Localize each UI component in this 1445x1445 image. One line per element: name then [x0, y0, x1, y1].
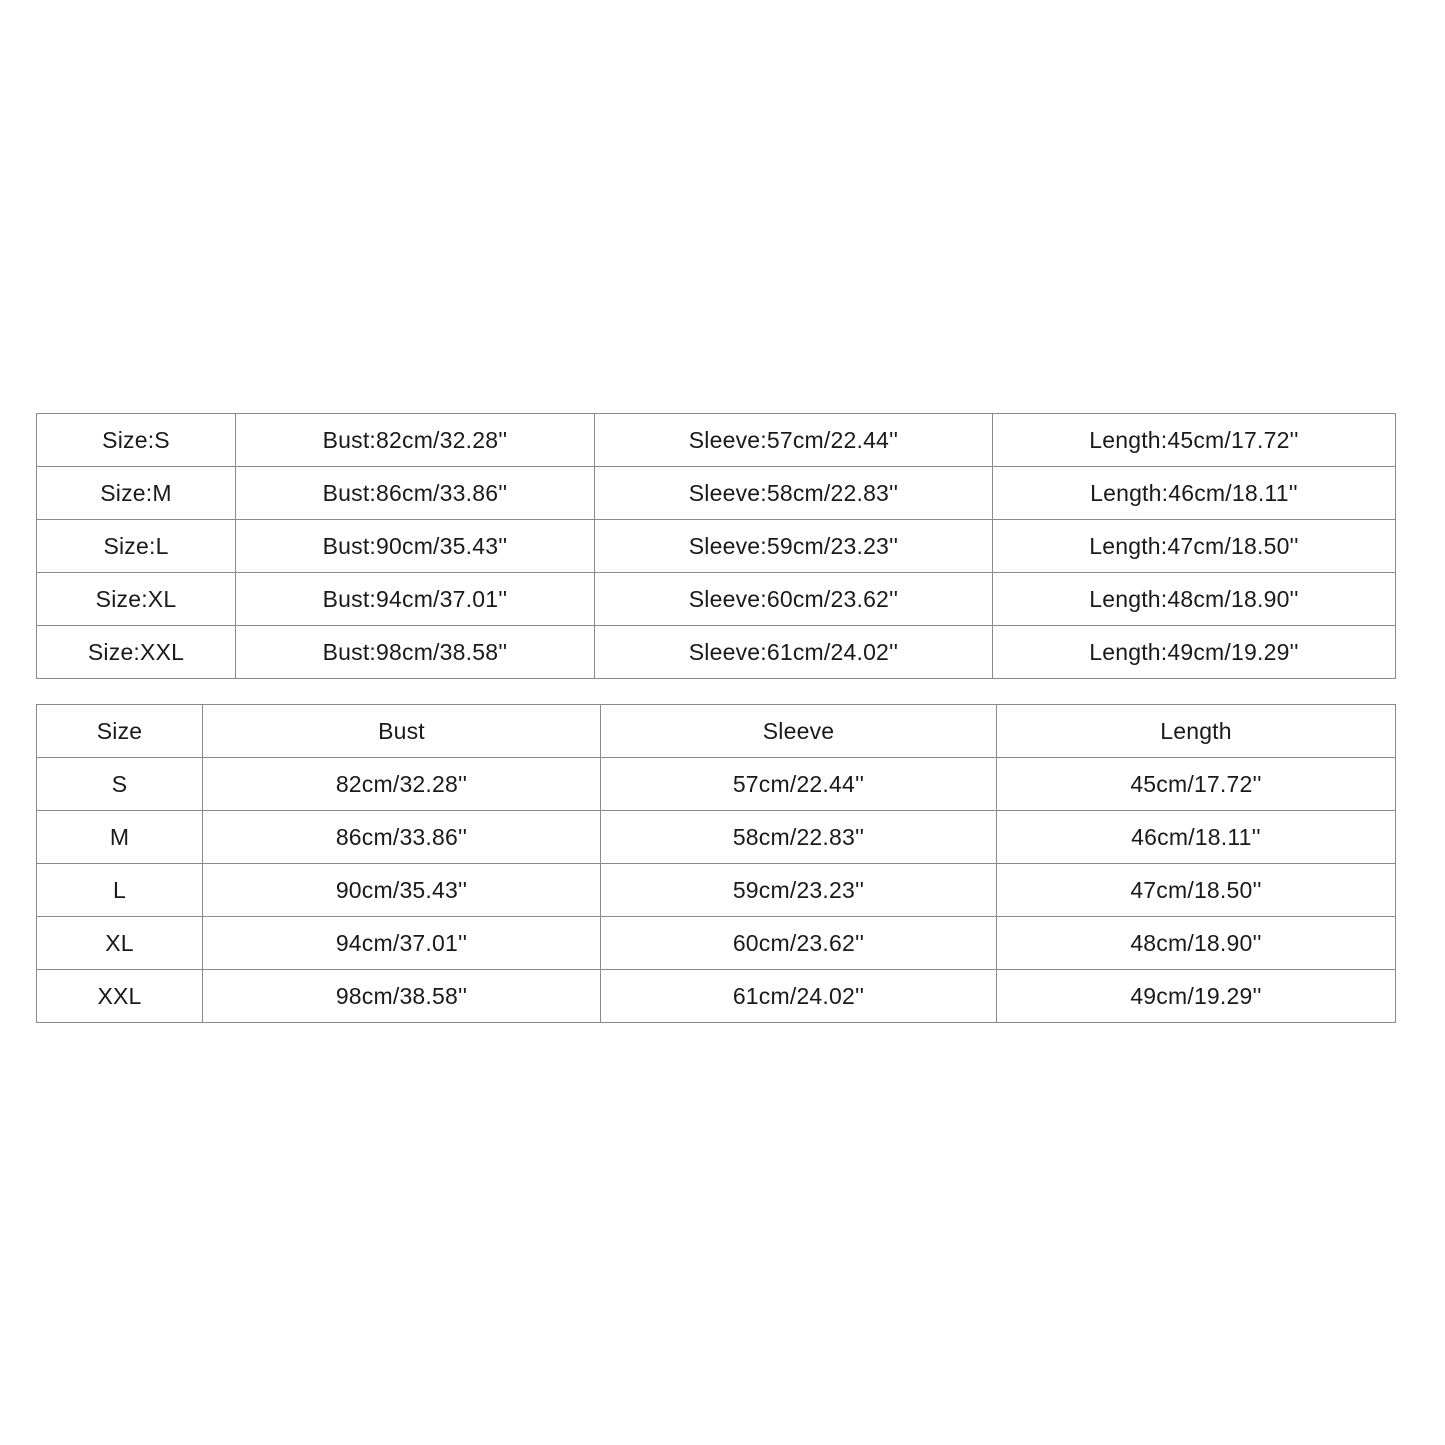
bust-cell: 90cm/35.43'' [203, 864, 601, 917]
size-cell: Size:XXL [37, 626, 236, 679]
column-header-size: Size [37, 705, 203, 758]
bust-cell: Bust:82cm/32.28'' [236, 414, 595, 467]
size-cell: Size:S [37, 414, 236, 467]
length-cell: 45cm/17.72'' [997, 758, 1396, 811]
sleeve-cell: Sleeve:57cm/22.44'' [595, 414, 993, 467]
bust-cell: 94cm/37.01'' [203, 917, 601, 970]
sleeve-cell: 59cm/23.23'' [601, 864, 997, 917]
size-cell: M [37, 811, 203, 864]
size-cell: XXL [37, 970, 203, 1023]
sleeve-cell: 58cm/22.83'' [601, 811, 997, 864]
length-cell: Length:47cm/18.50'' [993, 520, 1396, 573]
sleeve-cell: Sleeve:61cm/24.02'' [595, 626, 993, 679]
size-cell: Size:XL [37, 573, 236, 626]
bust-cell: 86cm/33.86'' [203, 811, 601, 864]
size-cell: L [37, 864, 203, 917]
bust-cell: Bust:86cm/33.86'' [236, 467, 595, 520]
table-header-row [37, 705, 1396, 758]
size-cell: XL [37, 917, 203, 970]
sleeve-cell: Sleeve:59cm/23.23'' [595, 520, 993, 573]
table-row [37, 864, 1396, 917]
length-cell: 47cm/18.50'' [997, 864, 1396, 917]
table-row [37, 917, 1396, 970]
column-header-bust: Bust [203, 705, 601, 758]
column-header-sleeve: Sleeve [601, 705, 997, 758]
combined-size-table [36, 413, 1396, 679]
sleeve-cell: Sleeve:60cm/23.62'' [595, 573, 993, 626]
sleeve-cell: 57cm/22.44'' [601, 758, 997, 811]
table-row [37, 626, 1396, 679]
table-row [37, 758, 1396, 811]
size-chart-table [36, 704, 1396, 1023]
table-row [37, 573, 1396, 626]
length-cell: Length:49cm/19.29'' [993, 626, 1396, 679]
length-cell: Length:46cm/18.11'' [993, 467, 1396, 520]
length-cell: Length:48cm/18.90'' [993, 573, 1396, 626]
table-row [37, 811, 1396, 864]
size-cell: Size:L [37, 520, 236, 573]
length-cell: 49cm/19.29'' [997, 970, 1396, 1023]
size-cell: S [37, 758, 203, 811]
length-cell: Length:45cm/17.72'' [993, 414, 1396, 467]
bust-cell: 98cm/38.58'' [203, 970, 601, 1023]
length-cell: 46cm/18.11'' [997, 811, 1396, 864]
table-row [37, 520, 1396, 573]
table-row [37, 970, 1396, 1023]
sleeve-cell: Sleeve:58cm/22.83'' [595, 467, 993, 520]
length-cell: 48cm/18.90'' [997, 917, 1396, 970]
table-row [37, 414, 1396, 467]
bust-cell: Bust:90cm/35.43'' [236, 520, 595, 573]
sleeve-cell: 60cm/23.62'' [601, 917, 997, 970]
table-row [37, 467, 1396, 520]
bust-cell: 82cm/32.28'' [203, 758, 601, 811]
sleeve-cell: 61cm/24.02'' [601, 970, 997, 1023]
bust-cell: Bust:98cm/38.58'' [236, 626, 595, 679]
bust-cell: Bust:94cm/37.01'' [236, 573, 595, 626]
column-header-length: Length [997, 705, 1396, 758]
size-cell: Size:M [37, 467, 236, 520]
